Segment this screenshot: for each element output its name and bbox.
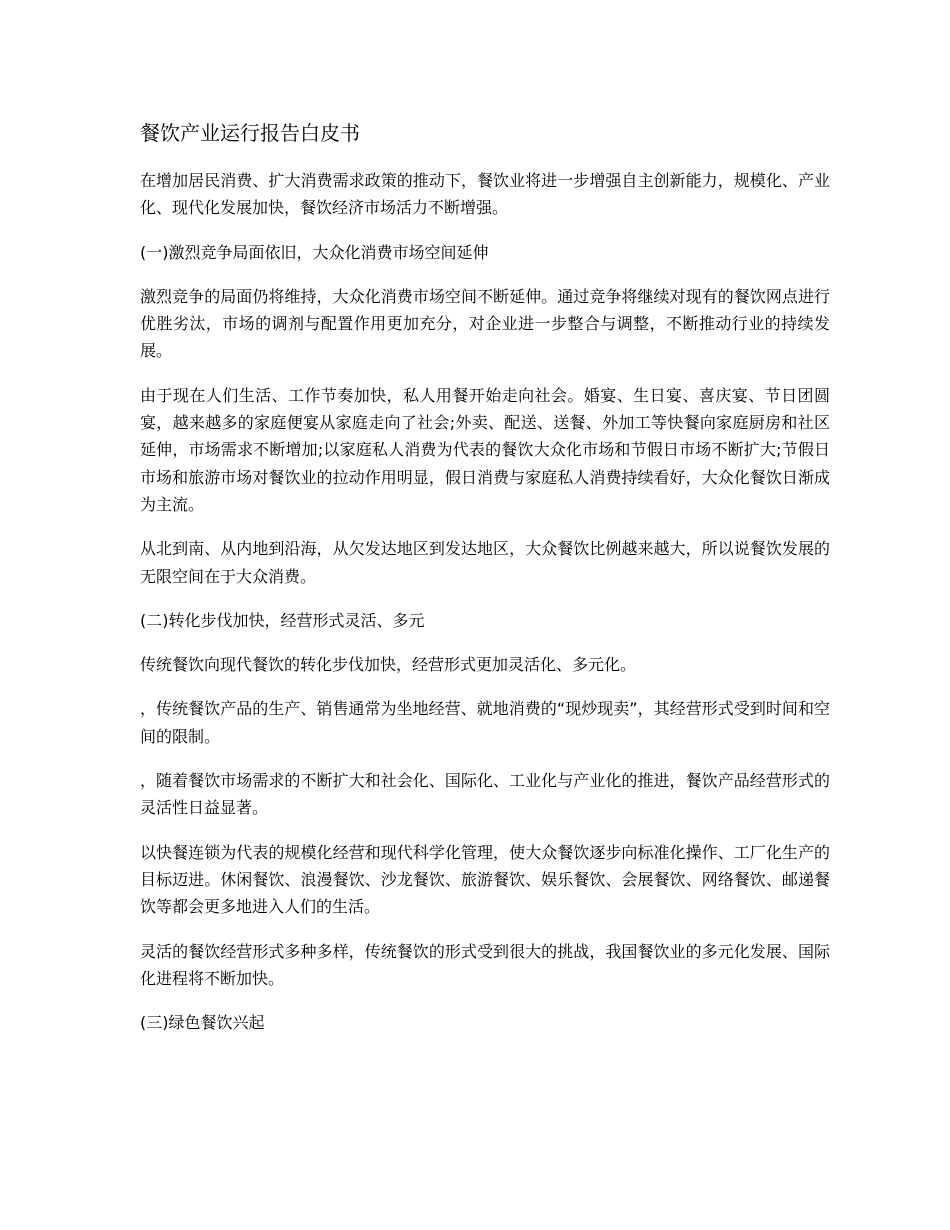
section-heading-2: (二)转化步伐加快，经营形式灵活、多元 (140, 610, 425, 630)
document-body (140, 118, 830, 1053)
paragraph: 激烈竞争的局面仍将维持，大众化消费市场空间不断延伸。通过竞争将继续对现有的餐饮网点进行优胜劣汰，市场的调剂与配置作用更加充分，对企业进一步整合与调整，不断推动行业的持续发展。 (140, 286, 830, 361)
paragraph: ，随着餐饮市场需求的不断扩大和社会化、国际化、工业化与产业化的推进，餐饮产品经营形式的灵活性日益显著。 (140, 771, 830, 818)
paragraph: 从北到南、从内地到沿海，从欠发达地区到发达地区，大众餐饮比例越来越大，所以说餐饮发展的无限空间在于大众消费。 (140, 539, 830, 586)
paragraph: ，传统餐饮产品的生产、销售通常为坐地经营、就地消费的“现炒现卖”，其经营形式受到时间和空间的限制。 (140, 699, 830, 746)
paragraph: 由于现在人们生活、工作节奏加快，私人用餐开始走向社会。婚宴、生日宴、喜庆宴、节日团圆宴，越来越多的家庭便宴从家庭走向了社会;外卖、配送、送餐、外加工等快餐向家庭厨房和社区延伸，市场需求不断增加;以家庭私人消费为代表的餐饮大众化市场和节假日市场不断扩大;节假日市场和旅游市场对餐饮业的拉动作用明显，假日消费与家庭私人消费持续看好，大众化餐饮日渐成为主流。 (140, 385, 830, 514)
section-heading-3: (三)绿色餐饮兴起 (140, 1013, 265, 1033)
paragraph: 灵活的餐饮经营形式多种多样，传统餐饮的形式受到很大的挑战，我国餐饮业的多元化发展、国际化进程将不断加快。 (140, 941, 830, 988)
paragraph: 传统餐饮向现代餐饮的转化步伐加快，经营形式更加灵活化、多元化。 (140, 655, 637, 675)
intro-paragraph: 在增加居民消费、扩大消费需求政策的推动下，餐饮业将进一步增强自主创新能力，规模化、产业化、现代化发展加快，餐饮经济市场活力不断增强。 (140, 171, 830, 218)
section-heading-1: (一)激烈竞争局面依旧，大众化消费市场空间延伸 (140, 242, 489, 262)
paragraph: 以快餐连锁为代表的规模化经营和现代科学化管理，使大众餐饮逐步向标准化操作、工厂化生产的目标迈进。休闲餐饮、浪漫餐饮、沙龙餐饮、旅游餐饮、娱乐餐饮、会展餐饮、网络餐饮、邮递餐饮等都会更多地进入人们的生活。 (140, 842, 830, 917)
document-title: 餐饮产业运行报告白皮书 (140, 121, 360, 145)
